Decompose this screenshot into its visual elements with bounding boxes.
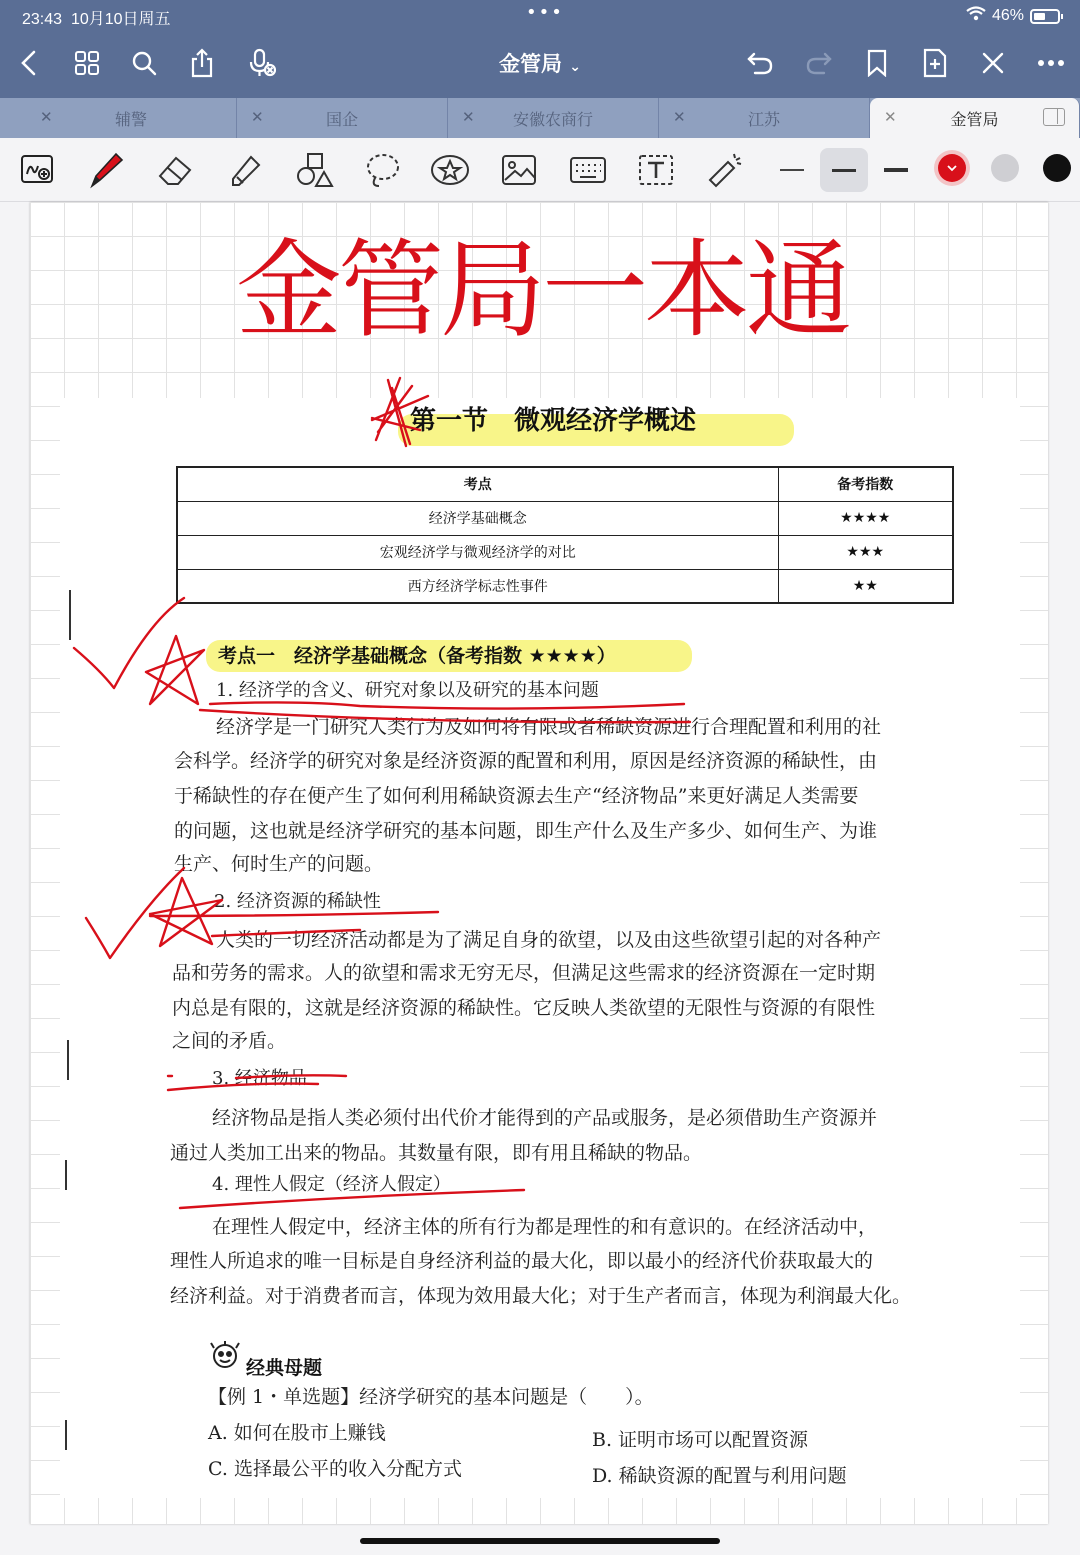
color-gray-swatch[interactable] — [991, 154, 1019, 182]
table-header: 考点 — [177, 467, 778, 501]
search-icon[interactable] — [125, 44, 163, 82]
chevron-down-icon — [938, 154, 966, 182]
tab-close-icon[interactable]: ✕ — [884, 108, 897, 126]
drawing-toolbar — [0, 138, 1080, 202]
thin-stroke-option[interactable] — [770, 148, 814, 192]
table-row — [177, 501, 953, 535]
redo-icon[interactable] — [800, 44, 838, 82]
option-d: D. 稀缺资源的配置与利用问题 — [592, 1465, 847, 1487]
paragraph-line: 人类的一切经济活动都是为了满足自身的欲望，以及由这些欲望引起的对各种产 — [216, 929, 882, 951]
highlighter-icon[interactable] — [223, 148, 267, 192]
color-red-swatch[interactable] — [938, 154, 966, 182]
paragraph-line: 理性人所追求的唯一目标是自身经济利益的最大化，即以最小的经济代价获取最大的 — [170, 1250, 874, 1272]
paragraph-line: 经济利益。对于消费者而言，体现为效用最大化；对于生产者而言，体现为利润最大化。 — [170, 1285, 912, 1307]
table-cell: ★★ — [778, 569, 953, 603]
shape-tool-icon[interactable] — [292, 148, 336, 192]
subheading-2: 2. 经济资源的稀缺性 — [214, 891, 381, 912]
pen-tool-icon[interactable] — [84, 148, 128, 192]
paragraph-line: 经济学是一门研究人类行为及如何将有限或者稀缺资源进行合理配置和利用的社 — [216, 716, 882, 738]
tab-close-icon[interactable]: ✕ — [40, 108, 53, 126]
paragraph-line: 内总是有限的，这就是经济资源的稀缺性。它反映人类欲望的无限性与资源的有限性 — [172, 997, 876, 1019]
status-bar — [0, 0, 1080, 32]
table-row — [177, 569, 953, 603]
keyboard-icon[interactable] — [566, 148, 610, 192]
microphone-icon[interactable] — [243, 44, 281, 82]
top-bar — [0, 0, 1080, 98]
share-icon[interactable] — [183, 44, 221, 82]
tab-fujing[interactable]: ✕ 辅警 — [26, 98, 237, 138]
exam-points-table — [176, 466, 954, 604]
add-page-icon[interactable] — [916, 44, 954, 82]
tab-jinguanju[interactable]: ✕ 金管局 — [870, 98, 1080, 138]
tab-jiangsu[interactable]: ✕ 江苏 — [659, 98, 870, 138]
subheading-1: 1. 经济学的含义、研究对象以及研究的基本问题 — [216, 680, 599, 701]
table-row — [177, 535, 953, 569]
mascot-icon — [208, 1340, 244, 1378]
multitask-dots-icon[interactable]: ••• — [526, 2, 564, 23]
paragraph-line: 通过人类加工出来的物品。其数量有限，即有用且稀缺的物品。 — [170, 1142, 703, 1164]
chevron-down-icon[interactable]: ⌄ — [569, 59, 582, 75]
text-box-icon[interactable] — [634, 148, 678, 192]
option-b: B. 证明市场可以配置资源 — [592, 1429, 809, 1451]
handwriting-zoom-icon[interactable] — [16, 148, 60, 192]
classic-question-title: 经典母题 — [246, 1357, 323, 1379]
tab-anhui-bank[interactable]: ✕ 安徽农商行 — [448, 98, 659, 138]
paragraph-line: 之间的矛盾。 — [172, 1030, 287, 1052]
back-icon[interactable] — [10, 44, 48, 82]
tab-close-icon[interactable]: ✕ — [251, 108, 264, 126]
table-cell: ★★★ — [778, 535, 953, 569]
document-title[interactable]: 金管局 ⌄ — [498, 52, 582, 76]
table-cell: ★★★★ — [778, 501, 953, 535]
example-question: 【例 1・单选题】经济学研究的基本问题是（ ）。 — [208, 1386, 654, 1408]
more-icon[interactable] — [1032, 44, 1070, 82]
image-icon[interactable] — [497, 148, 541, 192]
status-time: 23:43 10月10日周五 — [22, 11, 171, 28]
wifi-icon — [966, 6, 986, 26]
paragraph-line: 于稀缺性的存在便产生了如何利用稀缺资源去生产“经济物品”来更好满足人类需要 — [174, 785, 859, 807]
close-edit-icon[interactable] — [974, 44, 1012, 82]
option-c: C. 选择最公平的收入分配方式 — [208, 1458, 462, 1480]
sticker-icon[interactable] — [428, 148, 472, 192]
paragraph-line: 经济物品是指人类必须付出代价才能得到的产品或服务，是必须借助生产资源并 — [212, 1107, 878, 1129]
paragraph-line: 生产、何时生产的问题。 — [174, 853, 384, 875]
tab-close-icon[interactable]: ✕ — [462, 108, 475, 126]
battery-percent: 46% — [991, 7, 1024, 24]
paragraph-line: 品和劳务的需求。人的欲望和需求无穷无尽，但满足这些需求的经济资源在一定时期 — [172, 962, 876, 984]
split-view-icon[interactable] — [1043, 108, 1065, 126]
table-cell: 西方经济学标志性事件 — [177, 569, 778, 603]
handwritten-title: 金管局一本通 — [236, 229, 848, 352]
bookmark-icon[interactable] — [858, 44, 896, 82]
undo-icon[interactable] — [741, 44, 779, 82]
subheading-3: 3. 经济物品 — [212, 1068, 307, 1089]
table-cell: 宏观经济学与微观经济学的对比 — [177, 535, 778, 569]
table-header: 备考指数 — [778, 467, 953, 501]
subheading-4: 4. 理性人假定（经济人假定） — [212, 1174, 451, 1195]
exam-point-1-title: 考点一 经济学基础概念（备考指数 ★★★★） — [218, 645, 616, 667]
home-indicator[interactable] — [360, 1538, 720, 1544]
tab-guoqi[interactable]: ✕ 国企 — [237, 98, 448, 138]
paragraph-line: 的问题，这也就是经济学研究的基本问题，即生产什么及生产多少、如何生产、为谁 — [174, 820, 878, 842]
battery-icon — [1030, 9, 1060, 24]
color-black-swatch[interactable] — [1043, 154, 1071, 182]
paragraph-line: 会科学。经济学的研究对象是经济资源的配置和利用，原因是经济资源的稀缺性，由 — [174, 750, 878, 772]
table-cell: 经济学基础概念 — [177, 501, 778, 535]
eraser-icon[interactable] — [154, 148, 198, 192]
table-header-row — [177, 467, 953, 501]
laser-pointer-icon[interactable] — [702, 148, 746, 192]
thick-stroke-option[interactable] — [874, 148, 918, 192]
medium-stroke-option[interactable] — [820, 148, 868, 192]
paragraph-line: 在理性人假定中，经济主体的所有行为都是理性的和有意识的。在经济活动中， — [212, 1216, 878, 1238]
section-title: 第一节 微观经济学概述 — [410, 406, 697, 436]
tab-bar — [0, 98, 1080, 138]
tab-close-icon[interactable]: ✕ — [673, 108, 686, 126]
grid-view-icon[interactable] — [68, 44, 106, 82]
option-a: A. 如何在股市上赚钱 — [208, 1422, 386, 1444]
lasso-icon[interactable] — [361, 148, 405, 192]
